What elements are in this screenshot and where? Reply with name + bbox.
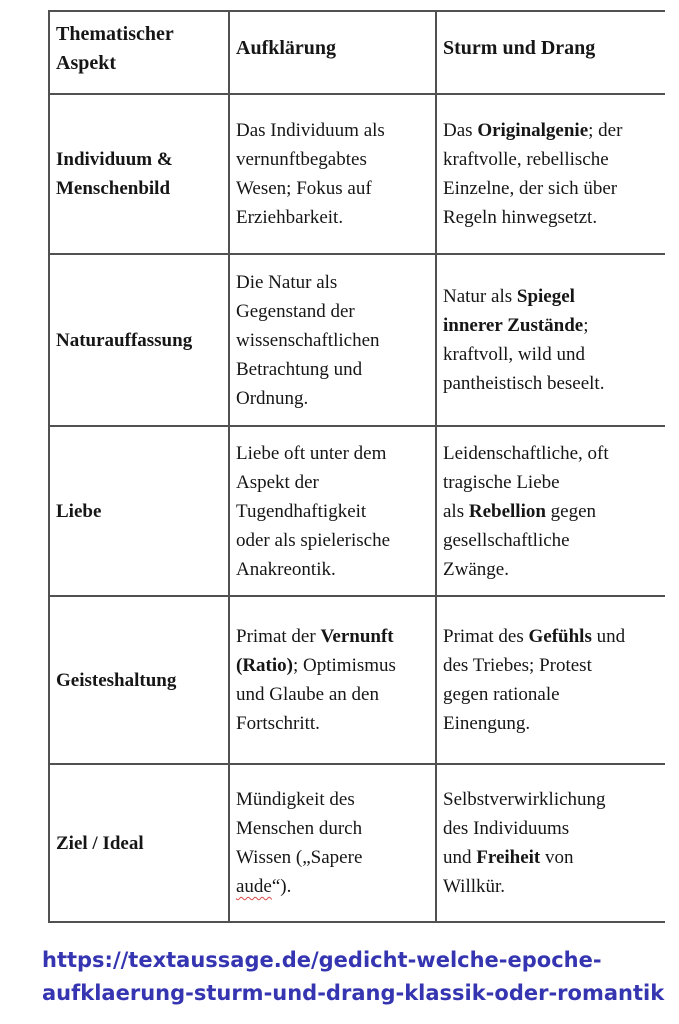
text-run: Wesen; Fokus auf <box>236 178 372 199</box>
text-run: Rebellion <box>468 500 546 522</box>
cell-5-aufklaerung <box>229 764 436 922</box>
table-row <box>49 426 665 596</box>
text-run: pantheistisch beseelt. <box>443 373 605 394</box>
cell-3-sturm-und-drang <box>436 426 665 596</box>
text-run: Die Natur als <box>236 271 338 293</box>
cell-4-sturm-und-drang <box>436 596 665 764</box>
cell-1-aufklaerung <box>229 94 436 254</box>
text-run: Fortschritt. <box>236 713 320 734</box>
text-run: und <box>591 626 626 647</box>
text-run: innerer Zustände <box>443 315 584 336</box>
source-url-line-1[interactable]: https://textaussage.de/gedicht-welche-epoche- <box>42 948 602 972</box>
text-run: kraftvoll, wild und <box>443 344 585 365</box>
text-run: Willkür. <box>443 876 506 897</box>
text-run: Zwänge. <box>443 558 509 580</box>
cell-5-thematischer-aspekt <box>49 764 229 922</box>
text-run: Natur als <box>443 286 517 307</box>
text-run: Thematischer <box>56 23 174 45</box>
cell-3-thematischer-aspekt <box>49 426 229 596</box>
text-run: Mündigkeit des <box>236 789 355 810</box>
cell-2-aufklaerung <box>229 254 436 426</box>
text-run: Leidenschaftliche, oft <box>443 442 609 464</box>
text-run: gegen <box>545 500 597 522</box>
text-run: Einengung. <box>443 713 531 734</box>
cell-4-aufklaerung <box>229 596 436 764</box>
text-run: und <box>443 847 477 868</box>
text-run: Sturm und Drang <box>443 37 596 59</box>
source-url-line-2[interactable]: aufklaerung-sturm-und-drang-klassik-oder-romantik <box>42 981 665 1005</box>
header-sturm-und-drang <box>436 11 665 94</box>
text-run: vernunftbegabtes <box>236 149 367 170</box>
text-run: Vernunft <box>320 626 394 647</box>
text-run: Originalgenie <box>477 120 589 141</box>
source-url-link[interactable] <box>42 944 664 1010</box>
cell-5-sturm-und-drang <box>436 764 665 922</box>
text-run: ; Optimismus <box>292 655 396 676</box>
text-run: Naturauffassung <box>56 329 193 351</box>
text-run: Einzelne, der sich über <box>443 178 618 199</box>
cell-1-thematischer-aspekt <box>49 94 229 254</box>
misspelled-word: aude <box>236 876 272 897</box>
text-run: von <box>540 847 574 868</box>
text-run: Ordnung. <box>236 387 309 409</box>
text-run: “). <box>271 876 292 897</box>
text-run: wissenschaftlichen <box>236 329 380 351</box>
text-run: Geisteshaltung <box>56 669 177 691</box>
header-aufklaerung <box>229 11 436 94</box>
cell-2-sturm-und-drang <box>436 254 665 426</box>
text-run: kraftvolle, rebellische <box>443 149 609 170</box>
text-run: Anakreontik. <box>236 558 336 580</box>
text-run: Aspekt <box>56 52 117 74</box>
text-run: Liebe <box>56 500 102 522</box>
text-run: Primat der <box>236 626 321 647</box>
text-run: tragische Liebe <box>443 471 560 493</box>
text-run: Menschenbild <box>56 178 171 199</box>
header-thematischer-aspekt <box>49 11 229 94</box>
text-run: Tugendhaftigkeit <box>236 500 367 522</box>
cell-1-sturm-und-drang <box>436 94 665 254</box>
text-run: des Triebes; Protest <box>443 655 592 676</box>
text-run: gesellschaftliche <box>443 529 570 551</box>
cell-4-thematischer-aspekt <box>49 596 229 764</box>
text-run: Erziehbarkeit. <box>236 207 344 228</box>
cell-3-aufklaerung <box>229 426 436 596</box>
text-run: oder als spielerische <box>236 529 391 551</box>
text-run: Betrachtung und <box>236 358 363 380</box>
text-run: Regeln hinwegsetzt. <box>443 207 598 228</box>
cell-2-thematischer-aspekt <box>49 254 229 426</box>
table-row <box>49 596 665 764</box>
text-run: Menschen durch <box>236 818 363 839</box>
text-run: als <box>443 500 469 522</box>
epoch-comparison-table <box>48 10 665 923</box>
text-run: Spiegel <box>516 286 575 307</box>
text-run: ; der <box>588 120 623 141</box>
text-run: Gefühls <box>528 626 592 647</box>
text-run: gegen rationale <box>443 684 560 705</box>
text-run: Aufklärung <box>236 37 337 59</box>
text-run: Ziel / Ideal <box>56 832 144 854</box>
text-run: Freiheit <box>476 847 541 868</box>
table-row <box>49 254 665 426</box>
text-run: Liebe oft unter dem <box>236 442 387 464</box>
text-run: des Individuums <box>443 818 570 839</box>
text-run: Das <box>443 120 478 141</box>
text-run: Selbstverwirklichung <box>443 789 606 810</box>
text-run: (Ratio) <box>236 655 293 676</box>
table-row <box>49 764 665 922</box>
text-run: Wissen („Sapere <box>236 847 363 868</box>
table-row <box>49 94 665 254</box>
text-run: Primat des <box>443 626 529 647</box>
text-run: Aspekt der <box>236 471 319 493</box>
text-run: Gegenstand der <box>236 300 355 322</box>
text-run: ; <box>583 315 589 336</box>
text-run: Individuum & <box>56 149 173 170</box>
text-run: und Glaube an den <box>236 684 379 705</box>
text-run: Das Individuum als <box>236 120 385 141</box>
table-header-row <box>49 11 665 94</box>
table-body <box>49 94 665 922</box>
